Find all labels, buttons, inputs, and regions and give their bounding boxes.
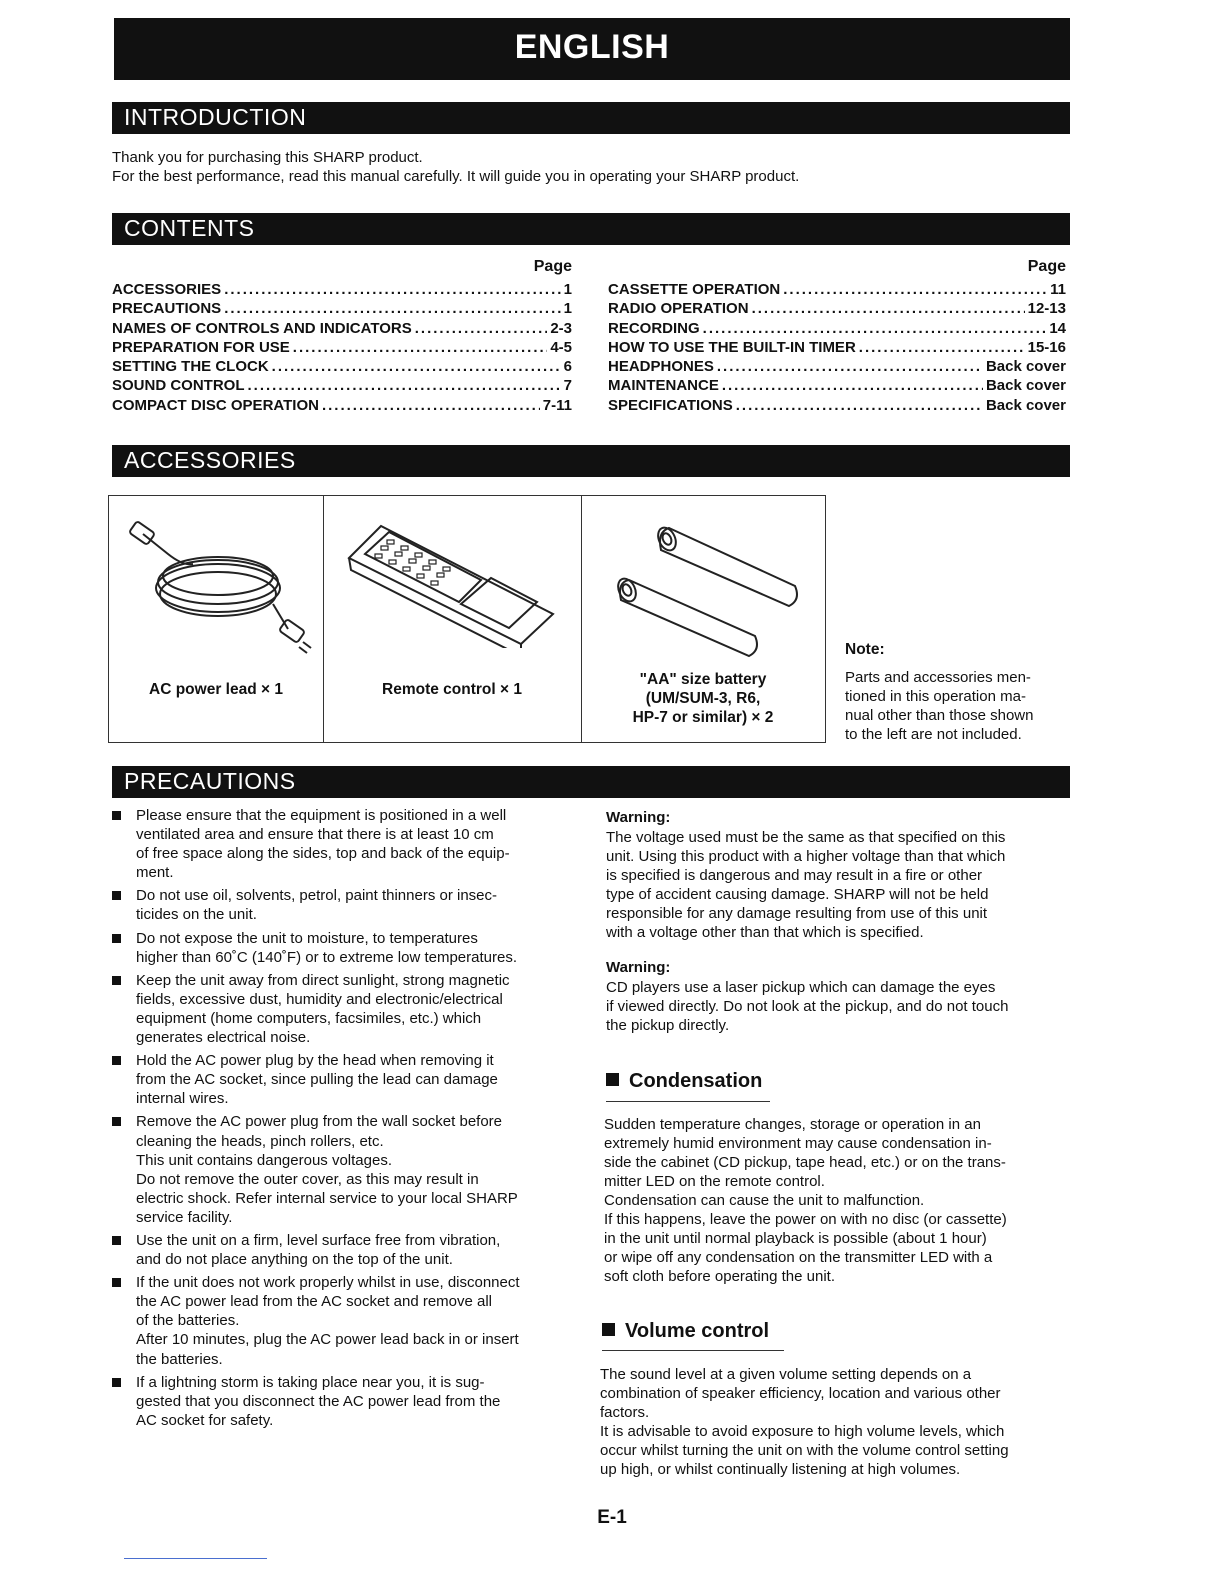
precaution-line: Do not remove the outer cover, as this may result in — [136, 1170, 479, 1188]
text-line: type of accident causing damage. SHARP will not be held — [606, 886, 989, 903]
contents-entry-page: 7-11 — [542, 396, 572, 414]
contents-entry-title: HEADPHONES — [608, 358, 714, 376]
language-heading-bar — [114, 18, 1070, 80]
text-line: CD players use a laser pickup which can damage the eyes — [606, 979, 996, 996]
page-number: E-1 — [597, 1507, 627, 1528]
page-label: Page — [1027, 258, 1066, 275]
precaution-line: ticides on the unit. — [136, 906, 257, 924]
contents-entry-page: Back cover — [985, 396, 1066, 414]
text-line: the pickup directly. — [606, 1017, 730, 1034]
contents-right-column — [608, 258, 1066, 415]
leader-dots — [722, 376, 983, 395]
square-bullet-icon — [112, 811, 121, 820]
square-bullet-icon — [112, 891, 121, 900]
leader-dots — [717, 357, 983, 376]
remote-control-icon — [341, 518, 561, 648]
accessory-caption-line-2: (UM/SUM-3, R6, — [645, 690, 761, 707]
contents-entry — [608, 299, 1066, 318]
precaution-line: Do not use oil, solvents, petrol, paint thinners or insec- — [136, 887, 498, 905]
contents-entry-page: 6 — [563, 358, 572, 376]
contents-entry-title: PRECAUTIONS — [112, 300, 222, 318]
contents-entry-title: HOW TO USE THE BUILT-IN TIMER — [608, 338, 856, 356]
contents-left-column — [112, 258, 572, 415]
contents-entry-title: COMPACT DISC OPERATION — [112, 396, 319, 414]
contents-entry-title: SOUND CONTROL — [112, 377, 245, 395]
leader-dots — [703, 319, 1047, 338]
contents-entry — [112, 319, 572, 338]
accessory-ac-power-lead — [109, 496, 324, 742]
leader-dots — [736, 396, 983, 415]
accessory-caption-line-1: "AA" size battery — [639, 671, 767, 688]
contents-entry — [112, 299, 572, 318]
square-bullet-icon — [112, 1056, 121, 1065]
warning-1-text — [606, 828, 1070, 942]
contents-entry — [112, 376, 572, 395]
contents-entry-title: RECORDING — [608, 319, 700, 337]
contents-entry-page: Back cover — [985, 358, 1066, 376]
leader-dots — [415, 319, 548, 338]
text-line: The voltage used must be the same as that specified on this — [606, 829, 1006, 846]
precaution-item — [112, 1231, 572, 1269]
accessory-caption: AC power lead × 1 — [149, 681, 283, 698]
text-line: Sudden temperature changes, storage or operation in an — [604, 1116, 981, 1133]
accessory-caption-line-3: HP-7 or similar) × 2 — [632, 709, 774, 726]
precaution-item — [112, 1373, 572, 1430]
text-line: up high, or whilst continually listening at high volumes. — [600, 1461, 961, 1478]
text-line: If this happens, leave the power on with no disc (or cassette) — [604, 1211, 1007, 1228]
precaution-item — [112, 1051, 572, 1108]
contents-entry — [608, 396, 1066, 415]
contents-entry-page: 14 — [1049, 319, 1066, 337]
square-bullet-icon — [112, 1378, 121, 1387]
text-line: The sound level at a given volume setting depends on a — [600, 1366, 972, 1383]
note-title: Note: — [845, 641, 885, 658]
contents-entry-page: 2-3 — [550, 319, 572, 337]
text-line: occur whilst turning the unit on with the volume control setting — [600, 1442, 1009, 1459]
precaution-line: Keep the unit away from direct sunlight, strong magnetic — [136, 971, 510, 989]
precaution-line: After 10 minutes, plug the AC power lead back in or insert — [136, 1331, 519, 1349]
accessory-caption: Remote control × 1 — [382, 681, 522, 698]
accessories-table — [108, 495, 826, 743]
precaution-line: If a lightning storm is taking place near you, it is sug- — [136, 1373, 485, 1391]
introduction-heading: INTRODUCTION — [124, 104, 307, 130]
text-line: soft cloth before operating the unit. — [604, 1268, 835, 1285]
precautions-list — [112, 806, 572, 1434]
contents-entry-page: Back cover — [985, 377, 1066, 395]
accessories-heading: ACCESSORIES — [124, 447, 296, 473]
precaution-line: equipment (home computers, facsimiles, etc.) which — [136, 1009, 482, 1027]
precaution-line: higher than 60˚C (140˚F) or to extreme low temperatures. — [136, 948, 517, 966]
precaution-line: the AC power lead from the AC socket and remove all — [136, 1293, 493, 1311]
note-line-4: to the left are not included. — [845, 726, 1022, 743]
introduction-line-2: For the best performance, read this manual carefully. It will guide you in operating your SHARP product. — [112, 168, 800, 185]
introduction-line-1: Thank you for purchasing this SHARP product. — [112, 149, 423, 166]
precaution-line: internal wires. — [136, 1090, 229, 1108]
contents-heading-bar — [112, 213, 1070, 245]
language-heading: ENGLISH — [514, 28, 670, 66]
precaution-line: from the AC socket, since pulling the lead can damage — [136, 1071, 498, 1089]
accessories-heading-bar — [112, 445, 1070, 477]
contents-entry — [112, 396, 572, 415]
precautions-heading: PRECAUTIONS — [124, 768, 296, 794]
contents-entry-title: RADIO OPERATION — [608, 300, 749, 318]
contents-entry — [112, 338, 572, 357]
precaution-line: Remove the AC power plug from the wall socket before — [136, 1113, 503, 1131]
precaution-line: gested that you disconnect the AC power lead from the — [136, 1392, 501, 1410]
precaution-line: service facility. — [136, 1208, 233, 1226]
contents-entry-title: NAMES OF CONTROLS AND INDICATORS — [112, 319, 412, 337]
contents-entry-page: 15-16 — [1027, 338, 1066, 356]
text-line: combination of speaker efficiency, location and various other — [600, 1385, 1001, 1402]
precaution-line: electric shock. Refer internal service to your local SHARP — [136, 1189, 518, 1207]
leader-dots — [859, 338, 1025, 357]
contents-entry — [608, 357, 1066, 376]
precaution-line: ment. — [136, 864, 174, 882]
text-line: side the cabinet (CD pickup, tape head, etc.) or on the trans- — [604, 1154, 1006, 1171]
contents-entry — [608, 376, 1066, 395]
precaution-item — [112, 886, 572, 924]
text-line: in the unit until normal playback is possible (about 1 hour) — [604, 1230, 987, 1247]
volume-control-heading — [602, 1320, 769, 1343]
contents-entry-page: 4-5 — [550, 338, 572, 356]
leader-dots — [224, 280, 560, 299]
precaution-line: Use the unit on a firm, level surface free from vibration, — [136, 1231, 501, 1249]
text-line: Condensation can cause the unit to malfunction. — [604, 1192, 925, 1209]
text-line: unit. Using this product with a higher voltage than that which — [606, 848, 1006, 865]
precaution-line: of free space along the sides, top and back of the equip- — [136, 845, 510, 863]
contents-entry-title: PREPARATION FOR USE — [112, 338, 290, 356]
leader-dots — [752, 299, 1025, 318]
contents-entry-page: 1 — [563, 300, 572, 318]
text-line: extremely humid environment may cause condensation in- — [604, 1135, 992, 1152]
leader-dots — [224, 299, 560, 318]
precaution-line: of the batteries. — [136, 1312, 240, 1330]
text-line: with a voltage other than that which is specified. — [606, 924, 924, 941]
contents-entry-page: 1 — [563, 281, 572, 298]
square-bullet-icon — [112, 934, 121, 943]
leader-dots — [783, 280, 1047, 299]
contents-heading: CONTENTS — [124, 215, 255, 241]
contents-entry-title: ACCESSORIES — [112, 281, 222, 298]
leader-dots — [293, 338, 548, 357]
introduction-heading-bar — [112, 102, 1070, 134]
precaution-item — [112, 971, 572, 1047]
precaution-line: If the unit does not work properly whilst in use, disconnect — [136, 1274, 520, 1292]
precaution-item — [112, 1273, 572, 1368]
contents-entry-title: CASSETTE OPERATION — [608, 281, 781, 298]
precaution-line: ventilated area and ensure that there is at least 10 cm — [136, 826, 494, 844]
leader-dots — [322, 396, 540, 415]
contents-entry — [608, 280, 1066, 299]
precaution-item — [112, 806, 572, 882]
text-line: or wipe off any condensation on the transmitter LED with a — [604, 1249, 993, 1266]
condensation-title: Condensation — [629, 1070, 763, 1092]
precaution-line: and do not place anything on the top of the unit. — [136, 1251, 453, 1269]
contents-entry — [608, 338, 1066, 357]
contents-entry-page: 11 — [1050, 281, 1066, 298]
note-line-1: Parts and accessories men- — [845, 669, 1031, 686]
text-line: mitter LED on the remote control. — [604, 1173, 825, 1190]
contents-entry — [608, 319, 1066, 338]
square-bullet-icon — [112, 976, 121, 985]
precaution-line: fields, excessive dust, humidity and electronic/electrical — [136, 990, 503, 1008]
condensation-text — [604, 1115, 1068, 1286]
precaution-line: This unit contains dangerous voltages. — [136, 1151, 392, 1169]
precaution-item — [112, 929, 572, 967]
ac-power-lead-icon — [123, 514, 313, 664]
note-line-2: tioned in this operation ma- — [845, 688, 1026, 705]
text-line: is specified is dangerous and may result in a fire or other — [606, 867, 983, 884]
square-bullet-icon — [112, 1278, 121, 1287]
page-label: Page — [533, 258, 572, 275]
contents-entry-page: 12-13 — [1027, 300, 1066, 318]
warning-2-title: Warning: — [606, 959, 671, 976]
contents-entry-title: SETTING THE CLOCK — [112, 358, 269, 376]
precaution-item — [112, 1112, 572, 1227]
condensation-heading — [606, 1070, 762, 1093]
precaution-line: Hold the AC power plug by the head when removing it — [136, 1052, 494, 1070]
text-line: responsible for any damage resulting from use of this unit — [606, 905, 988, 922]
square-bullet-icon — [602, 1323, 615, 1336]
heading-underline — [602, 1350, 784, 1351]
accessory-remote-control — [323, 496, 582, 742]
footer-rule — [124, 1558, 267, 1559]
note-line-3: nual other than those shown — [845, 707, 1034, 724]
volume-control-title: Volume control — [625, 1320, 770, 1342]
square-bullet-icon — [112, 1117, 121, 1126]
volume-control-text — [600, 1365, 1070, 1479]
warning-1-title: Warning: — [606, 809, 671, 826]
text-line: factors. — [600, 1404, 650, 1421]
battery-icon — [605, 508, 805, 658]
accessory-battery — [581, 496, 825, 742]
contents-entry-page: 7 — [563, 377, 572, 395]
precaution-line: cleaning the heads, pinch rollers, etc. — [136, 1132, 384, 1150]
warning-2-text — [606, 978, 1070, 1035]
contents-entry — [112, 357, 572, 376]
heading-underline — [606, 1101, 770, 1102]
contents-entry-title: SPECIFICATIONS — [608, 396, 733, 414]
precaution-line: Do not expose the unit to moisture, to temperatures — [136, 929, 478, 947]
precautions-heading-bar — [112, 766, 1070, 798]
leader-dots — [272, 357, 561, 376]
square-bullet-icon — [112, 1236, 121, 1245]
contents-entry — [112, 280, 572, 299]
precaution-line: the batteries. — [136, 1350, 223, 1368]
contents-entry-title: MAINTENANCE — [608, 377, 719, 395]
precaution-line: generates electrical noise. — [136, 1029, 311, 1047]
square-bullet-icon — [606, 1073, 619, 1086]
precaution-line: AC socket for safety. — [136, 1411, 274, 1429]
text-line: if viewed directly. Do not look at the pickup, and do not touch — [606, 998, 1009, 1015]
precaution-line: Please ensure that the equipment is positioned in a well — [136, 807, 507, 824]
text-line: It is advisable to avoid exposure to high volume levels, which — [600, 1423, 1005, 1440]
leader-dots — [248, 376, 561, 395]
